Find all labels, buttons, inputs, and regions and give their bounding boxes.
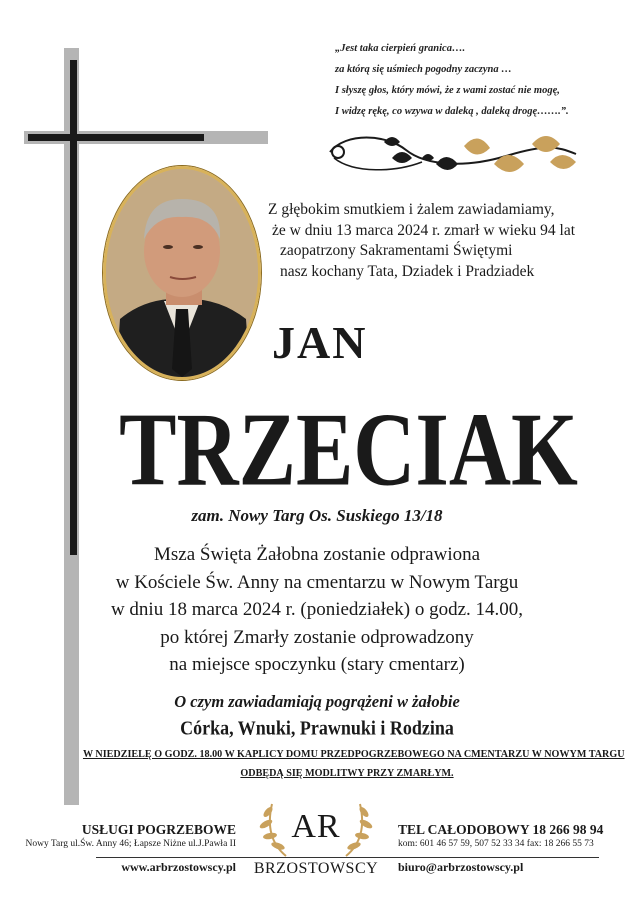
email-link[interactable]: biuro@arbrzostowscy.pl <box>398 860 524 874</box>
vigil-line: ODBĘDĄ SIĘ MODLITWY PRZY ZMARŁYM. <box>240 767 454 779</box>
mourners-intro: O czym zawiadamiają pogrążeni w żałobie <box>174 692 460 711</box>
poem-line: za którą się uśmiech pogodny zaczyna … <box>335 64 512 75</box>
website-link[interactable]: www.arbrzostowscy.pl <box>121 860 236 874</box>
poem-line: „Jest taka cierpień granica…. <box>335 43 466 54</box>
poem <box>335 38 625 122</box>
announcement-intro <box>258 200 576 282</box>
funeral-services-address: Nowy Targ ul.Św. Anny 46; Łapsze Niżne ul.J.Pawła II <box>25 839 236 849</box>
phone-numbers[interactable]: kom: 601 46 57 59, 507 52 33 34 fax: 18 266 55 73 <box>398 839 594 849</box>
poem-line: I widzę rękę, co wzywa w daleką , daleką drogę…….”. <box>335 106 569 117</box>
phone-title[interactable]: TEL CAŁODOBOWY 18 266 98 94 <box>398 822 604 837</box>
residence-address: zam. Nowy Targ Os. Suskiego 13/18 <box>191 506 443 525</box>
intro-line: Z głębokim smutkiem i żalem zawiadamiamy, <box>268 201 555 218</box>
poem-line: I słyszę głos, który mówi, że z wami zostać nie mogę, <box>335 85 560 96</box>
mass-line: po której Zmarły zostanie odprowadzony <box>160 626 474 648</box>
cross-icon-arm <box>28 134 204 141</box>
funeral-services-title: USŁUGI POGRZEBOWE <box>81 822 236 837</box>
mass-line: na miejsce spoczynku (stary cmentarz) <box>169 654 465 675</box>
vigil-notice <box>82 745 625 783</box>
leaf-ornament-icon <box>326 128 581 190</box>
footer-left <box>0 822 236 874</box>
intro-line: zaopatrzony Sakramentami Świętymi <box>280 242 513 259</box>
logo-letters: AR <box>291 808 341 845</box>
mourners-names: Córka, Wnuki, Prawnuki i Rodzina <box>180 717 454 739</box>
vigil-line: W NIEDZIELĘ O GODZ. 18.00 W KAPLICY DOMU PRZEDPOGRZEBOWEGO NA CMENTARZU W NOWYM TARGU <box>82 748 625 760</box>
logo-name: BRZOSTOWSCY <box>253 860 379 877</box>
footer-right <box>398 822 634 874</box>
mass-line: w dniu 18 marca 2024 r. (poniedziałek) o godz. 14.00, <box>110 599 524 620</box>
funeral-mass-info <box>96 541 538 679</box>
deceased-last-name: TRZECIAK <box>119 390 578 508</box>
intro-line: nasz kochany Tata, Dziadek i Pradziadek <box>280 262 535 280</box>
mass-line: w Kościele Św. Anny na cmentarzu w Nowym Targu <box>115 571 519 593</box>
deceased-first-name: JAN <box>272 317 368 368</box>
intro-line: że w dniu 13 marca 2024 r. zmarł w wieku 94 lat <box>272 221 576 239</box>
portrait-photo <box>103 166 261 380</box>
mass-line: Msza Święta Żałobna zostanie odprawiona <box>153 544 481 565</box>
